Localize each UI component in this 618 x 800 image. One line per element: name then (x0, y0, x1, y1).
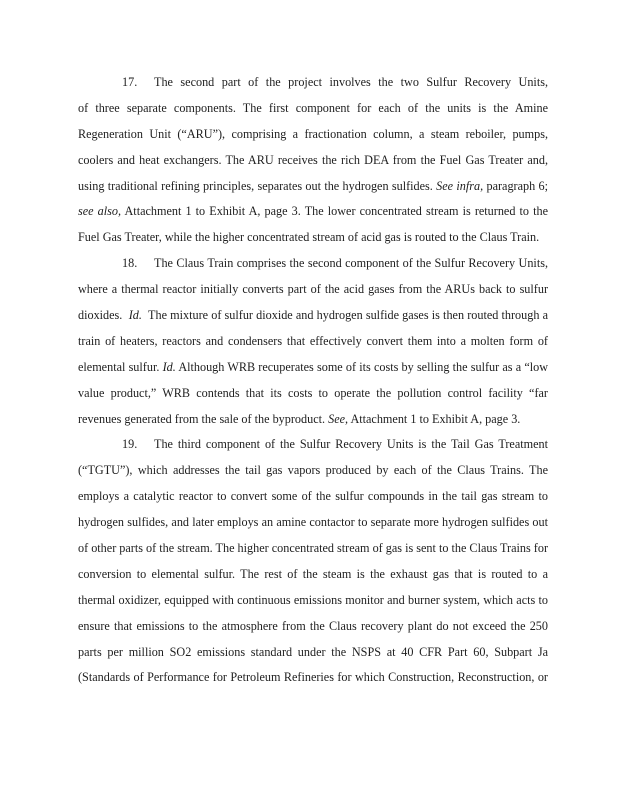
paragraph-19-line-4: hydrogen sulfides, and later employs an amine contactor to separate more hydrogen sulfides out (78, 515, 548, 530)
paragraph-17-line-3: Regeneration Unit (“ARU”), comprising a fractionation column, a steam reboiler, pumps, (78, 126, 548, 141)
paragraph-17-line-4: coolers and heat exchangers. The ARU receives the rich DEA from the Fuel Gas Treater and, (78, 152, 548, 167)
paragraph-18-line-2: where a thermal reactor initially converts part of the acid gases from the ARUs back to sulfur (78, 282, 548, 297)
paragraph-19-line-8: ensure that emissions to the atmosphere from the Claus recovery plant do not exceed the 250 (78, 618, 548, 633)
paragraph-19-line-5: of other parts of the stream. The higher concentrated stream of gas is sent to the Claus Trains for (78, 541, 548, 556)
document-body (78, 70, 548, 691)
paragraph-number: 18. (122, 256, 138, 271)
paragraph-18-line-6: value product,” WRB contends that its costs to operate the pollution control facility “far (78, 385, 548, 400)
paragraph-18-line-1: 18. The Claus Train comprises the second component of the Sulfur Recovery Units, (78, 251, 548, 277)
citation-see: See, (328, 411, 349, 426)
paragraph-18-line-7: revenues generated from the sale of the byproduct. See, Attachment 1 to Exhibit A, page 3. (78, 411, 521, 426)
paragraph-18-line-5: elemental sulfur. Id. Although WRB recuperates some of its costs by selling the sulfur as a “low (78, 359, 548, 374)
paragraph-19-line-1: 19. The third component of the Sulfur Recovery Units is the Tail Gas Treatment (78, 432, 548, 458)
citation-see-infra: See infra, (436, 178, 484, 193)
paragraph-17-line-5: using traditional refining principles, separates out the hydrogen sulfides. See infra, paragraph 6; (78, 178, 548, 193)
paragraph-17-line-6: see also, Attachment 1 to Exhibit A, page 3. The lower concentrated stream is returned to the (78, 204, 548, 219)
paragraph-19-line-3: employs a catalytic reactor to convert some of the sulfur compounds in the tail gas stream to (78, 489, 548, 504)
paragraph-18-line-4: train of heaters, reactors and condensers that effectively convert them into a molten form of (78, 333, 548, 348)
paragraph-number: 17. (122, 75, 138, 89)
citation-id: Id. (162, 359, 176, 374)
paragraph-18-line-3: dioxides. Id. The mixture of sulfur dioxide and hydrogen sulfide gases is then routed through a (78, 308, 548, 323)
paragraph-19-line-7: thermal oxidizer, equipped with continuous emissions monitor and burner system, which acts to (78, 592, 548, 607)
paragraph-17-line-1: 17. The second part of the project involves the two Sulfur Recovery Units, (78, 70, 548, 96)
paragraph-number: 19. (122, 437, 138, 452)
paragraph-19-line-10: (Standards of Performance for Petroleum Refineries for which Construction, Reconstruction, or (78, 670, 548, 685)
citation-see-also: see also, (78, 204, 122, 219)
paragraph-17-line-2: of three separate components. The first component for each of the units is the Amine (78, 100, 548, 115)
citation-id: Id. (128, 308, 142, 323)
paragraph-19-line-2: (“TGTU”), which addresses the tail gas vapors produced by each of the Claus Trains. The (78, 463, 548, 478)
paragraph-19-line-6: conversion to elemental sulfur. The rest of the steam is the exhaust gas that is routed to a (78, 566, 548, 581)
paragraph-19-line-9: parts per million SO2 emissions standard under the NSPS at 40 CFR Part 60, Subpart Ja (78, 644, 548, 659)
paragraph-17-line-7: Fuel Gas Treater, while the higher concentrated stream of acid gas is routed to the Claus Train. (78, 230, 540, 245)
